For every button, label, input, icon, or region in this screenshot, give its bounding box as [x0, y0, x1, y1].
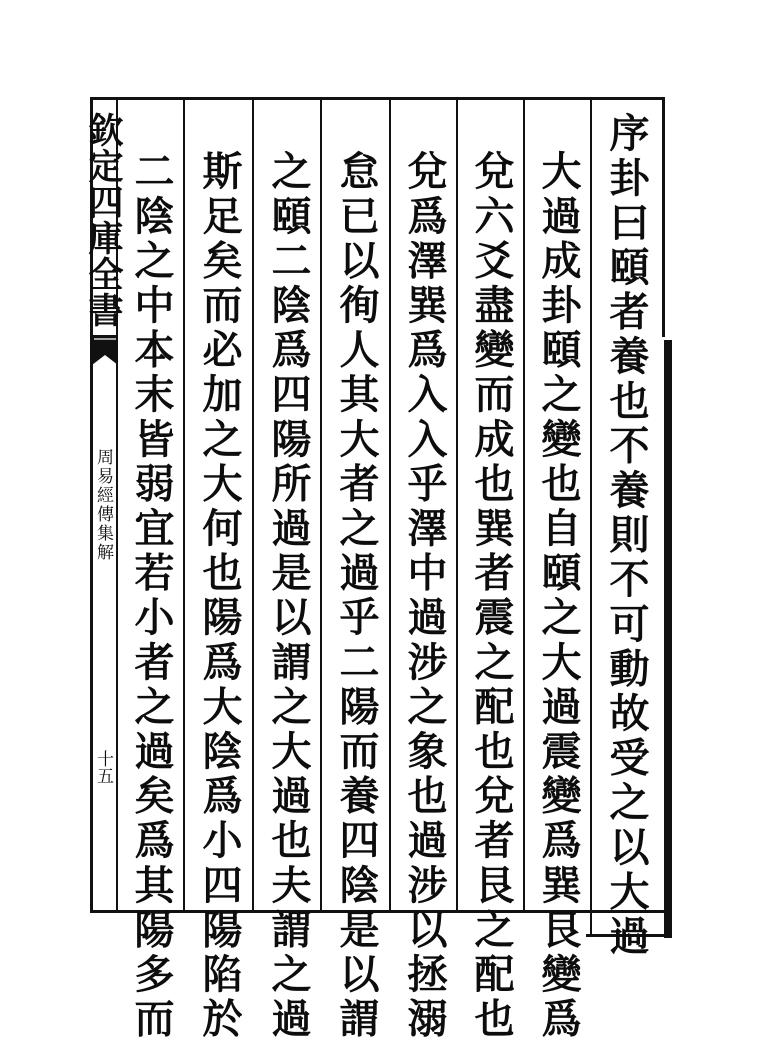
text-column-4: 兌爲澤巽爲入入乎澤中過涉之象也過涉以拯溺 — [401, 150, 448, 1042]
text-column-6: 之頤二陰爲四陽所過是以謂之大過也夫謂之過 — [265, 150, 312, 1042]
text-column-2: 大過成卦頤之變也自頤之大過震變爲巽艮變爲 — [535, 150, 582, 1042]
column-divider — [523, 100, 525, 912]
page-number: 十五 — [93, 750, 113, 784]
frame-right-border — [662, 97, 665, 337]
column-divider — [389, 100, 391, 912]
fish-tail-ornament — [92, 335, 118, 375]
book-title: 周易經傳集解 — [93, 448, 113, 562]
frame-right-thick-border — [664, 340, 672, 938]
collection-title: 欽定四庫全書 — [83, 112, 124, 328]
frame-bottom-border — [90, 910, 670, 913]
text-column-8: 二陰之中本末皆弱宜若小者之過矣爲其陽多而 — [128, 150, 175, 1042]
column-divider — [320, 100, 322, 912]
column-divider — [252, 100, 254, 912]
text-column-5: 怠已以徇人其大者之過乎二陽而養四陰是以謂 — [333, 150, 380, 1042]
column-divider — [183, 100, 185, 912]
frame-top-border — [90, 97, 664, 100]
column-divider — [456, 100, 458, 912]
text-column-1: 序卦曰頤者養也不養則不可動故受之以大過 — [603, 112, 650, 960]
text-column-7: 斯足矣而必加之大何也陽爲大陰爲小四陽陷於 — [196, 150, 243, 1042]
column-divider — [590, 100, 592, 936]
text-column-3: 兌六爻盡變而成也巽者震之配也兌者艮之配也 — [468, 150, 515, 1042]
